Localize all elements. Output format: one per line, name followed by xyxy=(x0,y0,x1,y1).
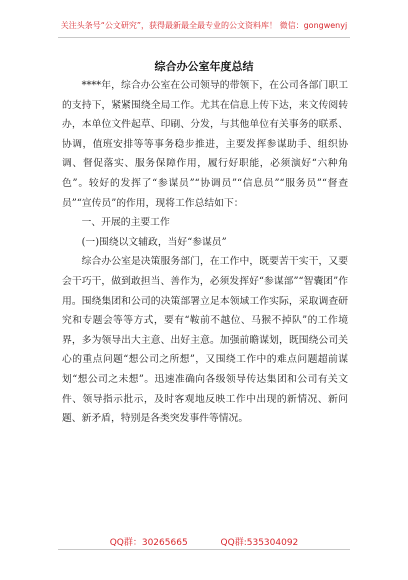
header-divider xyxy=(58,37,350,38)
header-banner: 关注头条号“公文研究”，获得最新最全最专业的公文资料库！ 微信：gongwenyj xyxy=(60,21,348,30)
footer-qq-group-2: QQ群:535304092 xyxy=(220,538,299,548)
document-title: 综合办公室年度总结 xyxy=(154,60,254,73)
footer-contact xyxy=(0,535,408,548)
section-heading: 一、开展的主要工作 xyxy=(81,217,170,229)
footer-divider xyxy=(58,549,350,550)
subsection-heading: (一)围绕以文辅政，当好“参谋员” xyxy=(81,236,227,248)
footer-qq-group-1: QQ群：30265665 xyxy=(109,538,188,548)
paragraph-body: 综合办公室是决策服务部门，在工作中，既要苦干实干，又要会干巧干，做到敢担当、善作为，必须发挥好“参谋部”“智囊团”作用。围绕集团和公司的决策部署立足本领域工作实际，采取调查研究和专题会等等方式，要有“鞍前不越位、马猴不掉队”的工作境界，多为领导出大主意、出好主意。加强前瞻谋划，既围绕公司关心的重点问题“想公司之所想”，又围绕工作中的难点问题超前谋划“想公司之未想”。迅速准确向各级领导传达集团和公司有关文件、领导指示批示，及时客观地反映工作中出现的新情况、新问题、新矛盾，特别是各类突发事件等情况。 xyxy=(62,256,348,425)
document-body xyxy=(62,76,348,429)
paragraph-intro: ****年，综合办公室在公司领导的带领下，在公司各部门职工的支持下，紧紧围绕全局工作。尤其在信息上传下达，来文传阅转办，本单位文件起草、印刷、分发，与其他单位有关事务的联系、协调，值班安排等等事务稳步推进，主要发挥参谋助手、组织协调、督促落实、服务保障作用，履行好职能，必须演好“六种角色”。较好的发挥了“参谋员”“协调员”“信息员”“服务员”“督查员”“宣传员”的作用，现将工作总结如下： xyxy=(62,80,348,209)
